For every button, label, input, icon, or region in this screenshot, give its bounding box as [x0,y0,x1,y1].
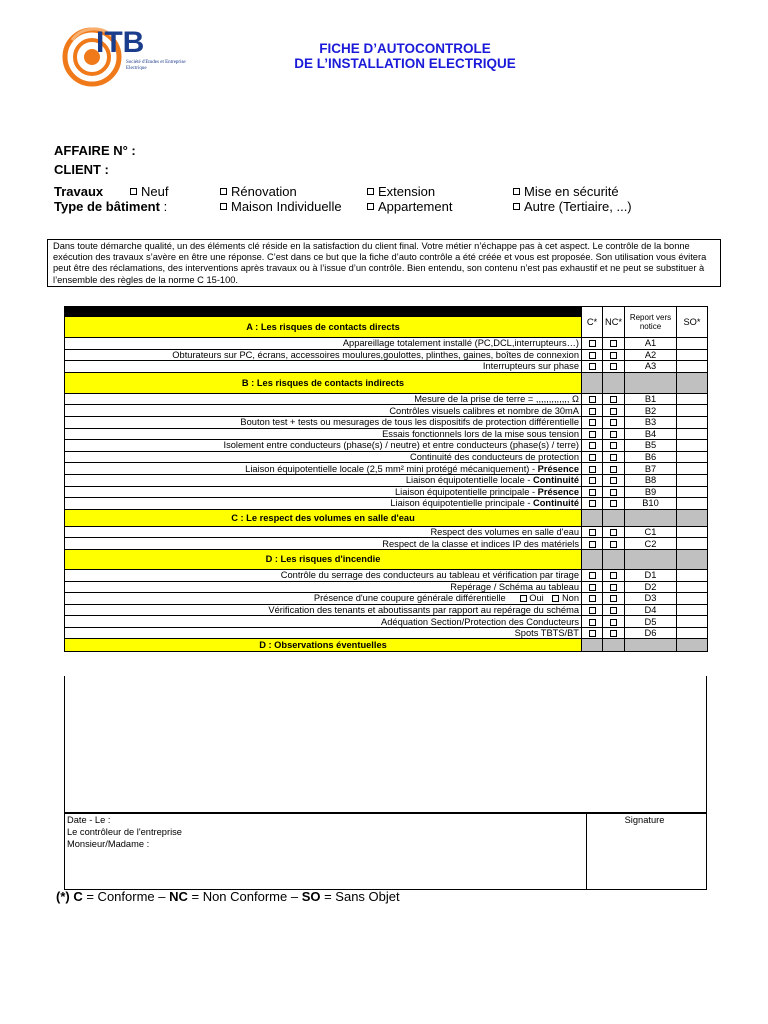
checkbox-c[interactable] [582,393,603,405]
checkbox-icon[interactable] [610,584,617,591]
so-cell[interactable] [677,463,708,475]
section-d-header: D : Les risques d'incendie [65,549,582,569]
header-black-bar [65,307,582,317]
section-c-header: C : Le respect des volumes en salle d'eau [65,509,582,526]
checkbox-icon[interactable] [367,188,374,195]
checkbox-icon[interactable] [367,203,374,210]
report-ref: B6 [625,451,677,463]
checkbox-nc[interactable] [603,440,625,452]
checkbox-icon[interactable] [610,340,617,347]
checkbox-nc[interactable] [603,616,625,628]
type-appartement[interactable]: Appartement [367,199,452,214]
checklist-row [65,526,708,538]
checklist-row [65,451,708,463]
checklist-item-label: Liaison équipotentielle locale (2,5 mm² mini protégé mécaniquement) - Présence [65,463,582,475]
checklist-row [65,538,708,550]
checkbox-icon[interactable] [589,466,596,473]
title-line-1: FICHE D’AUTOCONTROLE [319,41,491,56]
signature-label: Signature [624,815,665,825]
checkbox-icon[interactable] [610,477,617,484]
checklist-row [65,474,708,486]
checkbox-nc[interactable] [603,486,625,498]
checklist-item-label: Appareillage totalement installé (PC,DCL,interrupteurs…) [65,338,582,350]
checkbox-c[interactable] [582,486,603,498]
section-a-header: A : Les risques de contacts directs [65,317,582,338]
col-header-so: SO* [677,307,708,338]
checklist-item-label: Liaison équipotentielle principale - Continuité [65,498,582,510]
checkbox-icon[interactable] [513,203,520,210]
checklist-row [65,486,708,498]
checklist-item-label: Adéquation Section/Protection des Conducteurs [65,616,582,628]
checklist-row [65,616,708,628]
type-maison[interactable]: Maison Individuelle [220,199,342,214]
report-ref: C1 [625,526,677,538]
type-batiment-label: Type de bâtiment : [54,199,168,214]
checklist-item-label: Interrupteurs sur phase [65,361,582,373]
checklist-row [65,581,708,593]
controleur-label: Le contrôleur de l'entreprise [67,827,182,837]
report-ref: B5 [625,440,677,452]
report-ref: D4 [625,604,677,616]
checkbox-c[interactable] [582,593,603,605]
checkbox-icon[interactable] [220,203,227,210]
checkbox-c[interactable] [582,361,603,373]
checkbox-icon[interactable] [610,352,617,359]
checkbox-c[interactable] [582,474,603,486]
checkbox-c[interactable] [582,405,603,417]
report-ref: B4 [625,428,677,440]
checkbox-icon[interactable] [610,396,617,403]
checkbox-icon[interactable] [589,363,596,370]
svg-text:ITB: ITB [96,26,145,59]
checklist-row [65,604,708,616]
report-ref: B2 [625,405,677,417]
checkbox-icon[interactable] [220,188,227,195]
type-autre[interactable]: Autre (Tertiaire, ...) [513,199,632,214]
checkbox-nc[interactable] [603,498,625,510]
checkbox-nc[interactable] [603,416,625,428]
checkbox-icon[interactable] [610,466,617,473]
travaux-extension[interactable]: Extension [367,184,435,199]
checkbox-icon[interactable] [589,454,596,461]
so-cell[interactable] [677,349,708,361]
so-cell[interactable] [677,405,708,417]
checklist-row [65,440,708,452]
travaux-neuf[interactable]: Neuf [130,184,168,199]
so-cell[interactable] [677,616,708,628]
checklist-item-label: Repérage / Schéma au tableau [65,581,582,593]
checkbox-c[interactable] [582,616,603,628]
checkbox-nc[interactable] [603,361,625,373]
signature-block [64,813,707,890]
checklist-row [65,405,708,417]
checkbox-icon[interactable] [130,188,137,195]
checklist-item-label: Spots TBTS/BT [65,627,582,639]
checklist-item-label: Contrôle du serrage des conducteurs au tableau et vérification par tirage [65,569,582,581]
report-ref: D2 [625,581,677,593]
checkbox-icon[interactable] [610,541,617,548]
checkbox-icon[interactable] [610,630,617,637]
observations-area[interactable] [64,676,707,813]
checkbox-icon[interactable] [589,584,596,591]
checklist-item-label: Bouton test + tests ou mesurages de tous les dispositifs de protection différentielle [65,416,582,428]
checkbox-c[interactable] [582,428,603,440]
report-ref: B8 [625,474,677,486]
report-ref: B9 [625,486,677,498]
so-cell[interactable] [677,428,708,440]
checkbox-nc[interactable] [603,569,625,581]
checkbox-c[interactable] [582,451,603,463]
checkbox-icon[interactable] [610,572,617,579]
checklist-table [64,306,708,652]
checkbox-icon[interactable] [589,396,596,403]
checklist-row [65,569,708,581]
so-cell[interactable] [677,526,708,538]
checklist-row [65,627,708,639]
checklist-row [65,416,708,428]
report-ref: D6 [625,627,677,639]
report-ref: A2 [625,349,677,361]
so-cell[interactable] [677,361,708,373]
col-header-report: Report vers notice [625,307,677,338]
itb-logo [62,26,186,88]
checkbox-icon[interactable] [589,572,596,579]
checklist-row [65,463,708,475]
checkbox-nc[interactable] [603,338,625,350]
monsieur-label: Monsieur/Madame : [67,839,150,849]
checkbox-nc[interactable] [603,627,625,639]
checklist-item-label: Essais fonctionnels lors de la mise sous tension [65,428,582,440]
checklist-row [65,361,708,373]
checkbox-nc[interactable] [603,451,625,463]
section-b-header: B : Les risques de contacts indirects [65,372,582,393]
checkbox-icon[interactable] [589,352,596,359]
checkbox-nc[interactable] [603,349,625,361]
checkbox-icon[interactable] [610,442,617,449]
checkbox-c[interactable] [582,440,603,452]
so-cell[interactable] [677,486,708,498]
checkbox-nc[interactable] [603,526,625,538]
report-ref: D1 [625,569,677,581]
checkbox-c[interactable] [582,627,603,639]
travaux-label: Travaux [54,184,104,199]
col-header-c: C* [582,307,603,338]
checklist-row [65,498,708,510]
checklist-item-label: Liaison équipotentielle principale - Présence [65,486,582,498]
checkbox-icon[interactable] [610,419,617,426]
intro-text: Dans toute démarche qualité, un des éléments clé réside en la satisfaction du client final. Votre métier n’échappe pas à cet aspect. Le contrôle de la bonne exécution des travaux s’avère en être une réponse. C’est dans ce but que la fiche d’auto contrôle a été créée et vous est proposée. Son utilisation vous évitera peut être des réclamations, des interventions après travaux ou à l’issue d’un contrôle. Bien entendu, son contenu n’est pas exhaustif et ne peut se substituer à l’ensemble des règles de la norme C 15-100. [47,239,721,287]
so-cell[interactable] [677,474,708,486]
checklist-item-label: Mesure de la prise de terre = ,,,,,,,,,,,,, Ω [65,393,582,405]
checkbox-nc[interactable] [603,405,625,417]
checkbox-icon[interactable] [589,408,596,415]
checklist-item-label: Présence d'une coupure générale différentielle Oui Non [65,593,582,605]
checklist-item-label: Isolement entre conducteurs (phase(s) / neutre) et entre conducteurs (phase(s) / terre) [65,440,582,452]
checklist-item-label: Obturateurs sur PC, écrans, accessoires moulures,goulottes, plinthes, gaines, boîtes de connexion [65,349,582,361]
checkbox-c[interactable] [582,416,603,428]
checkbox-icon[interactable] [610,454,617,461]
observations-header: D : Observations éventuelles [65,639,582,652]
checkbox-icon[interactable] [589,419,596,426]
so-cell[interactable] [677,604,708,616]
so-cell[interactable] [677,593,708,605]
checkbox-c[interactable] [582,338,603,350]
checkbox-c[interactable] [582,581,603,593]
checkbox-icon[interactable] [610,408,617,415]
checklist-item-label: Respect des volumes en salle d'eau [65,526,582,538]
checklist-item-label: Continuité des conducteurs de protection [65,451,582,463]
travaux-renovation[interactable]: Rénovation [220,184,297,199]
so-cell[interactable] [677,393,708,405]
checkbox-icon[interactable] [589,529,596,536]
title-line-2: DE L’INSTALLATION ELECTRIQUE [294,56,516,71]
checkbox-c[interactable] [582,498,603,510]
so-cell[interactable] [677,440,708,452]
checkbox-c[interactable] [582,538,603,550]
checkbox-icon[interactable] [610,619,617,626]
so-cell[interactable] [677,498,708,510]
checkbox-nc[interactable] [603,393,625,405]
checkbox-icon[interactable] [589,489,596,496]
so-cell[interactable] [677,416,708,428]
checkbox-icon[interactable] [610,529,617,536]
col-header-nc: NC* [603,307,625,338]
checklist-row [65,349,708,361]
so-cell[interactable] [677,451,708,463]
client-label: CLIENT : [54,162,109,177]
checkbox-nc[interactable] [603,428,625,440]
checklist-row [65,593,708,605]
checklist-row [65,393,708,405]
report-ref: A1 [625,338,677,350]
checkbox-icon[interactable] [513,188,520,195]
checkbox-icon[interactable] [610,431,617,438]
so-cell[interactable] [677,569,708,581]
report-ref: B3 [625,416,677,428]
checkbox-icon[interactable] [589,630,596,637]
checkbox-nc[interactable] [603,593,625,605]
checklist-item-label: Liaison équipotentielle locale - Continuité [65,474,582,486]
checkbox-icon[interactable] [589,541,596,548]
legend: (*) C = Conforme – NC = Non Conforme – SO = Sans Objet [56,889,400,904]
checkbox-icon[interactable] [610,500,617,507]
checklist-item-label: Respect de la classe et indices IP des matériels [65,538,582,550]
checkbox-icon[interactable] [589,442,596,449]
so-cell[interactable] [677,627,708,639]
checkbox-icon[interactable] [589,607,596,614]
checkbox-c[interactable] [582,604,603,616]
checkbox-icon[interactable] [552,595,559,602]
checkbox-c[interactable] [582,526,603,538]
checkbox-icon[interactable] [610,607,617,614]
checkbox-nc[interactable] [603,604,625,616]
report-ref: B10 [625,498,677,510]
checkbox-nc[interactable] [603,538,625,550]
checkbox-icon[interactable] [589,619,596,626]
date-label: Date - Le : [67,815,111,825]
affaire-label: AFFAIRE N° : [54,143,136,158]
checkbox-icon[interactable] [610,595,617,602]
checkbox-icon[interactable] [589,500,596,507]
so-cell[interactable] [677,581,708,593]
page-title [250,41,560,71]
checkbox-icon[interactable] [610,363,617,370]
checkbox-c[interactable] [582,463,603,475]
report-ref: B7 [625,463,677,475]
report-ref: D5 [625,616,677,628]
checklist-item-label: Contrôles visuels calibres et nombre de 30mA [65,405,582,417]
logo-subtitle: Société d'Etudes et Entreprise Electrique [126,60,186,71]
checkbox-nc[interactable] [603,474,625,486]
checkbox-icon[interactable] [589,340,596,347]
so-cell[interactable] [677,338,708,350]
checkbox-icon[interactable] [610,489,617,496]
checklist-item-label: Vérification des tenants et aboutissants par rapport au repérage du schéma [65,604,582,616]
checklist-row [65,428,708,440]
signature-left [65,814,587,889]
checkbox-icon[interactable] [589,595,596,602]
report-ref: A3 [625,361,677,373]
checkbox-icon[interactable] [520,595,527,602]
checkbox-nc[interactable] [603,463,625,475]
report-ref: C2 [625,538,677,550]
checkbox-icon[interactable] [589,477,596,484]
checkbox-nc[interactable] [603,581,625,593]
report-ref: D3 [625,593,677,605]
checkbox-c[interactable] [582,349,603,361]
checkbox-c[interactable] [582,569,603,581]
checkbox-icon[interactable] [589,431,596,438]
report-ref: B1 [625,393,677,405]
so-cell[interactable] [677,538,708,550]
checklist-row [65,338,708,350]
travaux-mise-en-securite[interactable]: Mise en sécurité [513,184,619,199]
